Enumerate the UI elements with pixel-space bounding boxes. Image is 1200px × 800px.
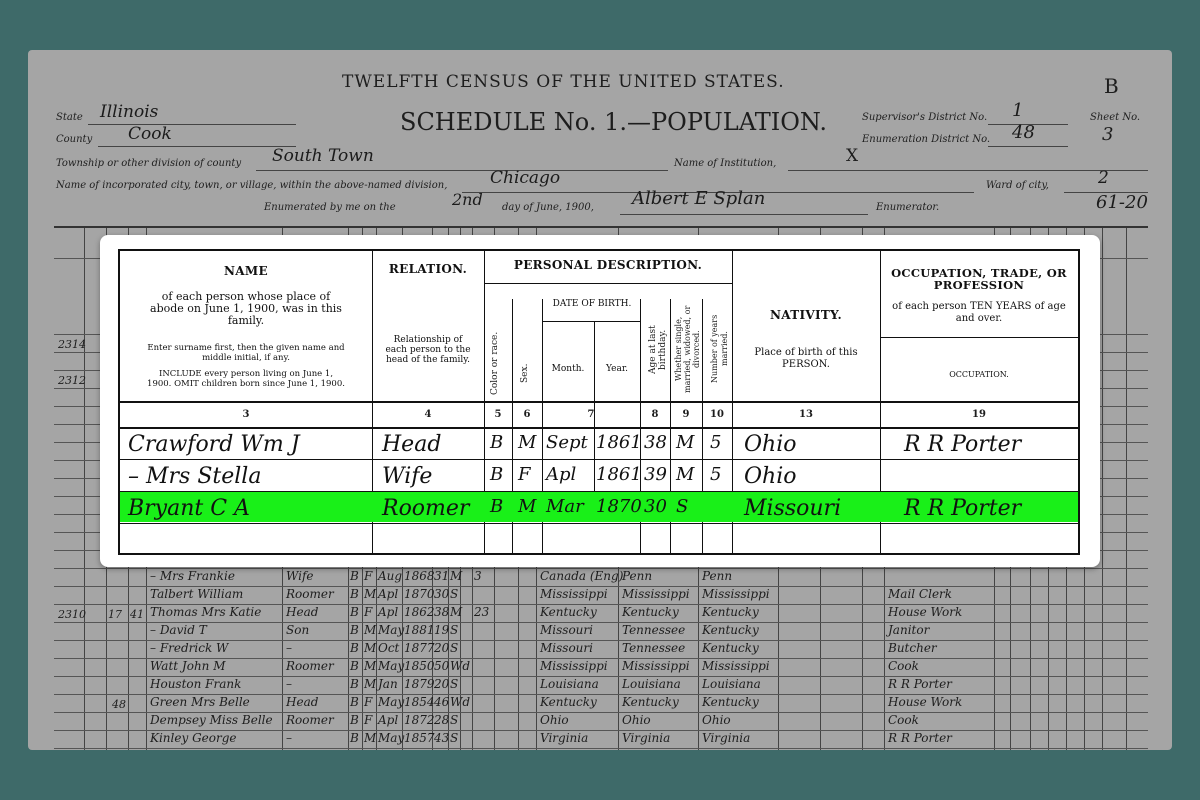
popup-marital: S — [676, 496, 689, 517]
marital-label: Whether single, married, widowed, or divorced. — [674, 305, 701, 393]
row-sex: F — [364, 695, 373, 709]
row-marital: S — [450, 677, 459, 691]
row-year: 1854 — [404, 695, 435, 709]
row-month: Apl — [378, 587, 399, 601]
table-row — [54, 713, 1148, 731]
column-number: 5 — [494, 409, 502, 420]
row-month: Apl — [378, 605, 399, 619]
highlight-popup — [100, 235, 1100, 567]
city-label: Name of incorporated city, town, or village, within the above-named division, — [56, 180, 448, 191]
row-age: 38 — [434, 605, 450, 619]
row-father-birthplace: Virginia — [622, 731, 671, 745]
month-label: Month. — [551, 364, 585, 374]
column-number: 8 — [651, 409, 659, 420]
row-color: B — [350, 623, 359, 637]
row-relation: Wife — [286, 569, 314, 583]
row-month: Jan — [378, 677, 398, 691]
table-row — [54, 677, 1148, 695]
table-row — [120, 460, 1078, 491]
popup-year: 1870 — [596, 496, 642, 517]
row-occupation: R R Porter — [888, 677, 952, 691]
state-value: Illinois — [100, 102, 159, 122]
popup-relation: Roomer — [382, 496, 470, 521]
row-sex: M — [364, 659, 377, 673]
row-mother-birthplace: Mississippi — [702, 659, 770, 673]
row-years-married: 3 — [474, 569, 482, 583]
row-color: B — [350, 659, 359, 673]
row-marital: S — [450, 731, 459, 745]
popup-color: B — [490, 432, 504, 453]
popup-sex: F — [518, 464, 531, 485]
row-relation: Roomer — [286, 713, 334, 727]
row-month: May — [378, 695, 405, 709]
row-relation: – — [286, 641, 292, 655]
row-relation: Roomer — [286, 587, 334, 601]
table-row — [54, 641, 1148, 659]
popup-nativity: Ohio — [744, 464, 797, 489]
row-relation: – — [286, 677, 292, 691]
occupation-description: of each person TEN YEARS of age and over. — [892, 301, 1066, 324]
ward-value: 2 — [1098, 168, 1109, 188]
row-name: Thomas Mrs Katie — [150, 605, 262, 619]
enumerator-name: Albert E Splan — [632, 188, 766, 209]
row-marital: M — [450, 569, 463, 583]
row-years-married: 23 — [474, 605, 490, 619]
row-birthplace: Louisiana — [540, 677, 599, 691]
row-relation: Head — [286, 695, 319, 709]
row-mother-birthplace: Mississippi — [702, 587, 770, 601]
row-year: 1857 — [404, 731, 435, 745]
popup-marital: M — [676, 464, 695, 485]
row-color: B — [350, 569, 359, 583]
row-occupation: Cook — [888, 659, 919, 673]
color-label: Color or race. — [490, 331, 500, 395]
column-number: 6 — [523, 409, 531, 420]
table-row — [54, 605, 1148, 623]
row-relation: Head — [286, 605, 319, 619]
row-marital: Wd — [450, 695, 471, 709]
row-age: 20 — [434, 641, 450, 655]
row-occupation: Mail Clerk — [888, 587, 953, 601]
row-age: 50 — [434, 659, 450, 673]
township-label: Township or other division of county — [56, 158, 242, 169]
popup-age: 30 — [644, 496, 667, 517]
row-name: Talbert William — [150, 587, 244, 601]
popup-relation: Head — [382, 432, 442, 457]
popup-marital: M — [676, 432, 695, 453]
occupation-header: OCCUPATION, TRADE, OR PROFESSION — [891, 266, 1067, 292]
popup-month: Mar — [546, 496, 584, 517]
popup-month: Apl — [546, 464, 577, 485]
row-month: Aug — [378, 569, 403, 583]
row-occupation: House Work — [888, 695, 963, 709]
row-color: B — [350, 587, 359, 601]
row-birthplace: Canada (Eng) — [540, 569, 624, 583]
row-month: May — [378, 623, 405, 637]
row-father-birthplace: Kentucky — [622, 605, 679, 619]
county-value: Cook — [128, 124, 172, 144]
row-occupation: R R Porter — [888, 731, 952, 745]
column-number: 19 — [972, 409, 986, 420]
popup-color: B — [490, 464, 504, 485]
age-label: Age at last birthday. — [648, 325, 668, 375]
popup-name: Bryant C A — [128, 496, 250, 521]
popup-relation: Wife — [382, 464, 433, 489]
corner-number: 61-20 — [1096, 192, 1148, 213]
supervisor-label: Supervisor's District No. — [862, 112, 988, 123]
county-label: County — [56, 134, 93, 145]
row-father-birthplace: Penn — [622, 569, 653, 583]
row-name: – David T — [150, 623, 207, 637]
row-month: Apl — [378, 713, 399, 727]
row-sex: M — [364, 641, 377, 655]
popup-year: 1861 — [596, 432, 642, 453]
popup-sex: M — [518, 432, 537, 453]
popup-name: – Mrs Stella — [128, 464, 262, 489]
column-number: 13 — [799, 409, 813, 420]
popup-month: Sept — [546, 432, 588, 453]
left-number: 17 — [108, 608, 122, 621]
row-birthplace: Missouri — [540, 623, 593, 637]
row-month: May — [378, 659, 405, 673]
row-father-birthplace: Kentucky — [622, 695, 679, 709]
nativity-description: Place of birth of this PERSON. — [754, 347, 858, 370]
row-color: B — [350, 641, 359, 655]
row-father-birthplace: Ohio — [622, 713, 651, 727]
popup-color: B — [490, 496, 504, 517]
institution-label: Name of Institution, — [674, 158, 777, 169]
row-father-birthplace: Mississippi — [622, 587, 690, 601]
row-relation: Roomer — [286, 659, 334, 673]
popup-sex: M — [518, 496, 537, 517]
year-label: Year. — [605, 364, 629, 374]
schedule-title: SCHEDULE No. 1.—POPULATION. — [400, 108, 827, 136]
row-sex: M — [364, 677, 377, 691]
row-sex: F — [364, 713, 373, 727]
row-age: 28 — [434, 713, 450, 727]
township-value: South Town — [272, 146, 374, 166]
popup-name: Crawford Wm J — [128, 432, 300, 457]
table-row — [54, 659, 1148, 677]
row-age: 46 — [434, 695, 450, 709]
row-year: 1862 — [404, 605, 435, 619]
name-note-include: INCLUDE every person living on June 1, 1900. OMIT children born since June 1, 1900. — [147, 369, 345, 389]
row-year: 1868 — [404, 569, 435, 583]
row-sex: M — [364, 587, 377, 601]
popup-age: 39 — [644, 464, 667, 485]
left-number: 2310 — [58, 608, 86, 621]
row-mother-birthplace: Kentucky — [702, 641, 759, 655]
row-name: Green Mrs Belle — [150, 695, 250, 709]
name-note-surname: Enter surname first, then the given name and middle initial, if any. — [147, 343, 345, 363]
popup-years-married: 5 — [710, 432, 722, 453]
row-mother-birthplace: Kentucky — [702, 623, 759, 637]
left-number: 41 — [130, 608, 144, 621]
name-description: of each person whose place of abode on June 1, 1900, was in this family. — [150, 290, 342, 327]
row-name: Watt John M — [150, 659, 226, 673]
popup-year: 1861 — [596, 464, 642, 485]
years-married-label: Number of years married. — [710, 314, 729, 384]
row-mother-birthplace: Virginia — [702, 731, 751, 745]
row-birthplace: Kentucky — [540, 605, 597, 619]
row-marital: S — [450, 587, 459, 601]
enumeration-label: Enumeration District No. — [862, 134, 991, 145]
row-sex: F — [364, 569, 373, 583]
corner-letter: B — [1104, 74, 1119, 98]
table-row — [54, 569, 1148, 587]
row-marital: S — [450, 713, 459, 727]
census-title: TWELFTH CENSUS OF THE UNITED STATES. — [342, 72, 785, 92]
sheet-value: 3 — [1102, 124, 1114, 145]
row-birthplace: Kentucky — [540, 695, 597, 709]
row-month: May — [378, 731, 405, 745]
row-occupation: Janitor — [888, 623, 930, 637]
row-year: 1850 — [404, 659, 435, 673]
personal-description-header: PERSONAL DESCRIPTION. — [513, 258, 703, 272]
column-number: 9 — [682, 409, 690, 420]
row-father-birthplace: Louisiana — [622, 677, 681, 691]
row-color: B — [350, 731, 359, 745]
row-color: B — [350, 695, 359, 709]
relation-description: Relationship of each person to the head of the family. — [385, 335, 471, 365]
row-month: Oct — [378, 641, 400, 655]
row-father-birthplace: Tennessee — [622, 623, 686, 637]
row-age: 43 — [434, 731, 450, 745]
row-occupation: Cook — [888, 713, 919, 727]
left-number: 48 — [112, 698, 126, 711]
row-birthplace: Mississippi — [540, 659, 608, 673]
row-year: 1872 — [404, 713, 435, 727]
row-name: Kinley George — [150, 731, 237, 745]
left-number: 2314 — [58, 338, 86, 351]
row-relation: Son — [286, 623, 310, 637]
row-sex: M — [364, 731, 377, 745]
popup-nativity: Missouri — [744, 496, 842, 521]
row-year: 1870 — [404, 587, 435, 601]
row-year: 1879 — [404, 677, 435, 691]
supervisor-value: 1 — [1012, 100, 1024, 121]
row-father-birthplace: Tennessee — [622, 641, 686, 655]
relation-header: RELATION. — [388, 262, 468, 276]
row-birthplace: Virginia — [540, 731, 589, 745]
row-age: 31 — [434, 569, 450, 583]
table-row — [120, 428, 1078, 459]
table-row — [54, 695, 1148, 713]
sheet-label: Sheet No. — [1090, 112, 1141, 123]
column-number: 7 — [587, 409, 595, 420]
nativity-header: NATIVITY. — [770, 308, 842, 322]
table-row — [54, 623, 1148, 641]
ward-label: Ward of city, — [986, 180, 1049, 191]
row-occupation: House Work — [888, 605, 963, 619]
row-name: – Mrs Frankie — [150, 569, 235, 583]
column-number: 10 — [710, 409, 724, 420]
popup-occupation: R R Porter — [904, 432, 1022, 457]
row-birthplace: Missouri — [540, 641, 593, 655]
row-color: B — [350, 605, 359, 619]
enumerated-prefix: Enumerated by me on the — [264, 202, 396, 213]
row-name: – Fredrick W — [150, 641, 229, 655]
row-occupation: Butcher — [888, 641, 937, 655]
popup-nativity: Ohio — [744, 432, 797, 457]
row-sex: F — [364, 605, 373, 619]
row-mother-birthplace: Penn — [702, 569, 733, 583]
date-of-birth-label: DATE OF BIRTH. — [552, 299, 632, 309]
census-excerpt-table — [118, 249, 1080, 555]
row-mother-birthplace: Ohio — [702, 713, 731, 727]
occupation-subheader: OCCUPATION. — [949, 370, 1009, 379]
left-number: 2312 — [58, 374, 86, 387]
enumerated-suffix: day of June, 1900, — [502, 202, 594, 213]
row-relation: – — [286, 731, 292, 745]
table-row — [54, 587, 1148, 605]
popup-occupation: R R Porter — [904, 496, 1022, 521]
row-mother-birthplace: Kentucky — [702, 695, 759, 709]
popup-age: 38 — [644, 432, 667, 453]
column-number: 4 — [424, 409, 432, 420]
row-marital: Wd — [450, 659, 471, 673]
row-birthplace: Ohio — [540, 713, 569, 727]
row-mother-birthplace: Kentucky — [702, 605, 759, 619]
enumerated-day: 2nd — [452, 190, 483, 209]
row-birthplace: Mississippi — [540, 587, 608, 601]
row-sex: M — [364, 623, 377, 637]
row-name: Houston Frank — [150, 677, 242, 691]
name-header: NAME — [224, 264, 268, 278]
table-row — [54, 731, 1148, 749]
row-age: 30 — [434, 587, 450, 601]
row-marital: S — [450, 641, 459, 655]
row-father-birthplace: Mississippi — [622, 659, 690, 673]
state-label: State — [56, 112, 83, 123]
row-marital: M — [450, 605, 463, 619]
sex-label: Sex. — [520, 363, 530, 383]
city-value: Chicago — [490, 168, 561, 188]
row-age: 20 — [434, 677, 450, 691]
row-mother-birthplace: Louisiana — [702, 677, 761, 691]
row-age: 19 — [434, 623, 450, 637]
institution-value: X — [846, 146, 859, 166]
row-marital: S — [450, 623, 459, 637]
highlighted-row — [120, 492, 1078, 522]
row-year: 1877 — [404, 641, 435, 655]
column-number: 3 — [242, 409, 250, 420]
row-color: B — [350, 713, 359, 727]
row-color: B — [350, 677, 359, 691]
enumerator-label: Enumerator. — [876, 202, 940, 213]
row-year: 1881 — [404, 623, 435, 637]
popup-years-married: 5 — [710, 464, 722, 485]
enumeration-value: 48 — [1012, 122, 1035, 143]
row-name: Dempsey Miss Belle — [150, 713, 273, 727]
